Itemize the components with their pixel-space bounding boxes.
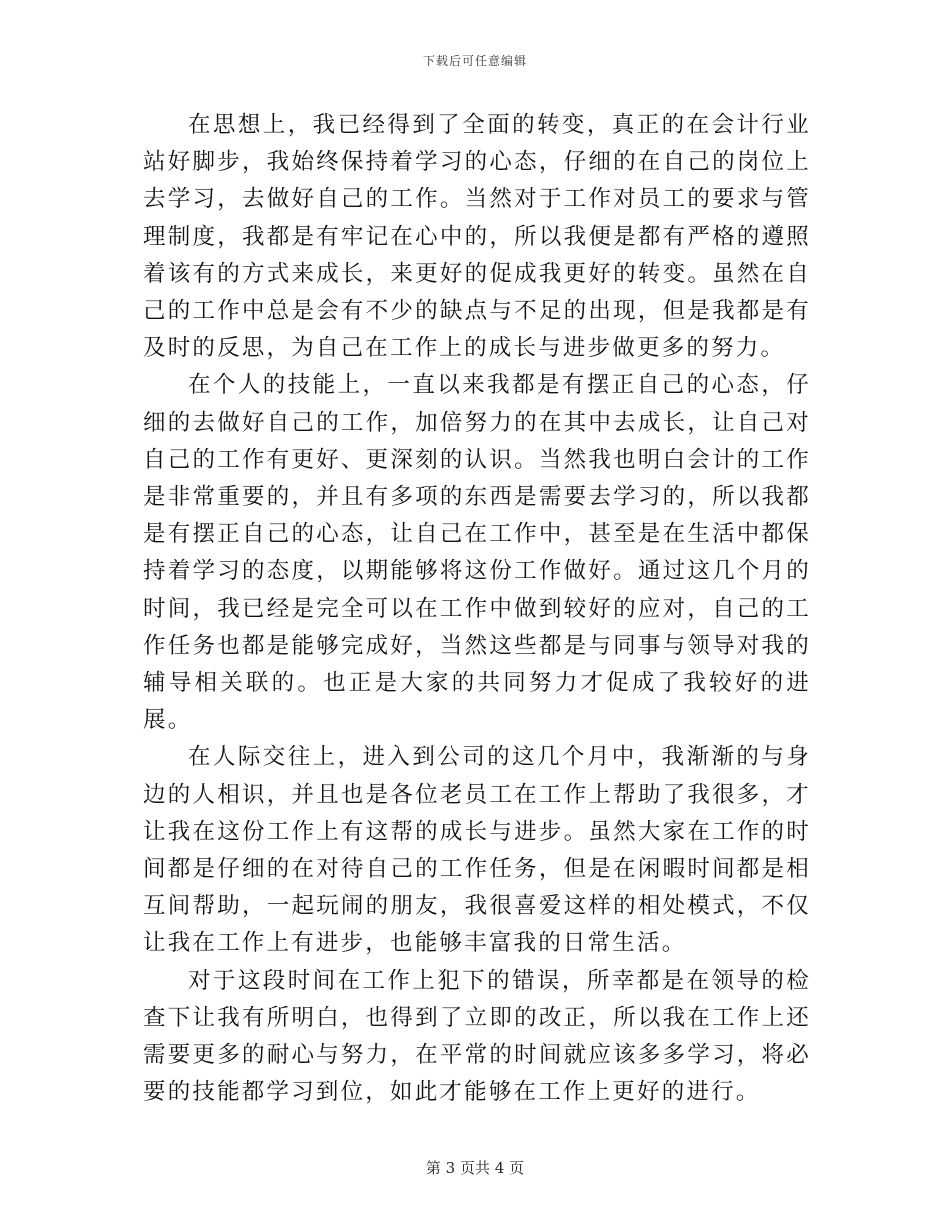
- paragraph-relationships: 在人际交往上，进入到公司的这几个月中，我渐渐的与身边的人相识，并且也是各位老员工在工作上帮助了我很多，才让我在这份工作上有这帮的成长与进步。虽然大家在工作的时间都是仔细的在对待自己的工作任务，但是在闲暇时间都是相互间帮助，一起玩闹的朋友，我很喜爱这样的相处模式，不仅让我在工作上有进步，也能够丰富我的日常生活。: [143, 744, 811, 957]
- paragraph-skills: 在个人的技能上，一直以来我都是有摆正自己的心态，仔细的去做好自己的工作，加倍努力的在其中去成长，让自己对自己的工作有更好、更深刻的认识。当然我也明白会计的工作是非常重要的，并且有多项的东西是需要去学习的，所以我都是有摆正自己的心态，让自己在工作中，甚至是在生活中都保持着学习的态度，以期能够将这份工作做好。通过这几个月的时间，我已经是完全可以在工作中做到较好的应对，自己的工作任务也都是能够完成好，当然这些都是与同事与领导对我的辅导相关联的。也正是大家的共同努力才促成了我较好的进展。: [143, 372, 811, 734]
- page-header: 下载后可任意编辑: [422, 54, 527, 68]
- paragraph-thinking: 在思想上，我已经得到了全面的转变，真正的在会计行业站好脚步，我始终保持着学习的心态，仔细的在自己的岗位上去学习，去做好自己的工作。当然对于工作对员工的要求与管理制度，我都是有牢记在心中的，所以我便是都有严格的遵照着该有的方式来成长，来更好的促成我更好的转变。虽然在自己的工作中总是会有不少的缺点与不足的出现，但是我都是有及时的反思，为自己在工作上的成长与进步做更多的努力。: [143, 112, 811, 362]
- document-body: [143, 107, 811, 1111]
- paragraph-mistakes: 对于这段时间在工作上犯下的错误，所幸都是在领导的检查下让我有所明白，也得到了立即的改正，所以我在工作上还需要更多的耐心与努力，在平常的时间就应该多多学习，将必要的技能都学习到位，如此才能够在工作上更好的进行。: [143, 967, 811, 1106]
- page-footer: 第 3 页共 4 页: [425, 1159, 525, 1177]
